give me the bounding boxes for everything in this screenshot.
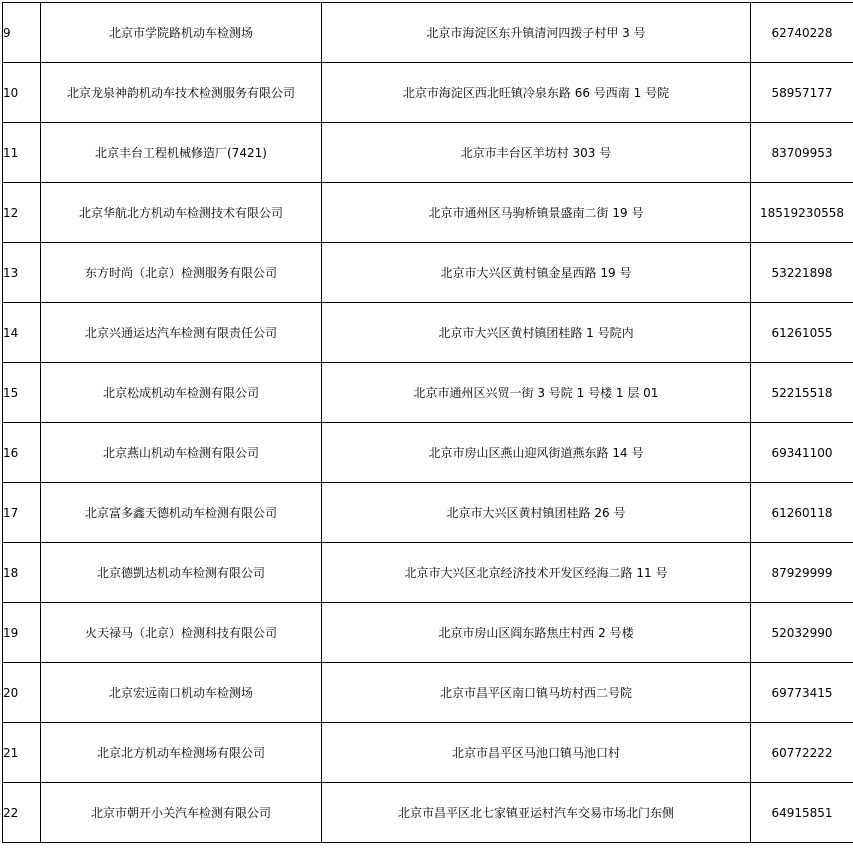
table-row [3, 663, 853, 723]
station-name: 北京市朝开小关汽车检测有限公司 [41, 783, 322, 843]
table-row [3, 603, 853, 663]
station-address: 北京市房山区阎东路焦庄村西 2 号楼 [322, 603, 751, 663]
station-name: 北京德凱达机动车检测有限公司 [41, 543, 322, 603]
table-row [3, 3, 853, 63]
station-name: 火天禄马（北京）检测科技有限公司 [41, 603, 322, 663]
row-number: 10 [3, 63, 41, 123]
station-address: 北京市通州区兴贸一街 3 号院 1 号楼 1 层 01 [322, 363, 751, 423]
station-phone: 58957177 [751, 63, 853, 123]
table-row [3, 183, 853, 243]
station-phone: 53221898 [751, 243, 853, 303]
table-container [2, 2, 851, 843]
station-phone: 69773415 [751, 663, 853, 723]
table-row [3, 423, 853, 483]
station-address: 北京市房山区燕山迎风街道燕东路 14 号 [322, 423, 751, 483]
station-name: 北京市学院路机动车检测场 [41, 3, 322, 63]
station-phone: 61261055 [751, 303, 853, 363]
station-phone: 52032990 [751, 603, 853, 663]
station-name: 北京华航北方机动车检测技术有限公司 [41, 183, 322, 243]
station-phone: 62740228 [751, 3, 853, 63]
row-number: 19 [3, 603, 41, 663]
table-row [3, 123, 853, 183]
row-number: 9 [3, 3, 41, 63]
station-name: 北京宏远南口机动车检测场 [41, 663, 322, 723]
station-address: 北京市丰台区羊坊村 303 号 [322, 123, 751, 183]
station-address: 北京市昌平区北七家镇亚运村汽车交易市场北门东侧 [322, 783, 751, 843]
row-number: 17 [3, 483, 41, 543]
table-row [3, 303, 853, 363]
table-row [3, 483, 853, 543]
table-body [3, 3, 853, 843]
station-address: 北京市大兴区北京经济技术开发区经海二路 11 号 [322, 543, 751, 603]
station-phone: 87929999 [751, 543, 853, 603]
row-number: 13 [3, 243, 41, 303]
station-name: 东方时尚（北京）检测服务有限公司 [41, 243, 322, 303]
station-address: 北京市昌平区南口镇马坊村西二号院 [322, 663, 751, 723]
station-address: 北京市大兴区黄村镇金星西路 19 号 [322, 243, 751, 303]
station-address: 北京市海淀区东升镇清河四拨子村甲 3 号 [322, 3, 751, 63]
inspection-station-table [2, 2, 853, 843]
station-name: 北京丰台工程机械修造厂(7421) [41, 123, 322, 183]
row-number: 16 [3, 423, 41, 483]
station-address: 北京市昌平区马池口镇马池口村 [322, 723, 751, 783]
station-name: 北京北方机动车检测场有限公司 [41, 723, 322, 783]
row-number: 18 [3, 543, 41, 603]
station-phone: 60772222 [751, 723, 853, 783]
row-number: 11 [3, 123, 41, 183]
station-address: 北京市海淀区西北旺镇冷泉东路 66 号西南 1 号院 [322, 63, 751, 123]
station-phone: 69341100 [751, 423, 853, 483]
row-number: 12 [3, 183, 41, 243]
station-name: 北京松成机动车检测有限公司 [41, 363, 322, 423]
row-number: 14 [3, 303, 41, 363]
station-phone: 83709953 [751, 123, 853, 183]
table-row [3, 363, 853, 423]
table-row [3, 543, 853, 603]
station-phone: 52215518 [751, 363, 853, 423]
station-name: 北京富多鑫天德机动车检测有限公司 [41, 483, 322, 543]
station-phone: 64915851 [751, 783, 853, 843]
station-phone: 18519230558 [751, 183, 853, 243]
table-row [3, 723, 853, 783]
row-number: 20 [3, 663, 41, 723]
station-name: 北京燕山机动车检测有限公司 [41, 423, 322, 483]
row-number: 22 [3, 783, 41, 843]
row-number: 21 [3, 723, 41, 783]
station-name: 北京兴通运达汽车检测有限责任公司 [41, 303, 322, 363]
station-name: 北京龙泉神韵机动车技术检测服务有限公司 [41, 63, 322, 123]
table-row [3, 243, 853, 303]
row-number: 15 [3, 363, 41, 423]
station-address: 北京市通州区马驹桥镇景盛南二街 19 号 [322, 183, 751, 243]
station-address: 北京市大兴区黄村镇团桂路 1 号院内 [322, 303, 751, 363]
station-address: 北京市大兴区黄村镇团桂路 26 号 [322, 483, 751, 543]
table-row [3, 783, 853, 843]
station-phone: 61260118 [751, 483, 853, 543]
table-row [3, 63, 853, 123]
